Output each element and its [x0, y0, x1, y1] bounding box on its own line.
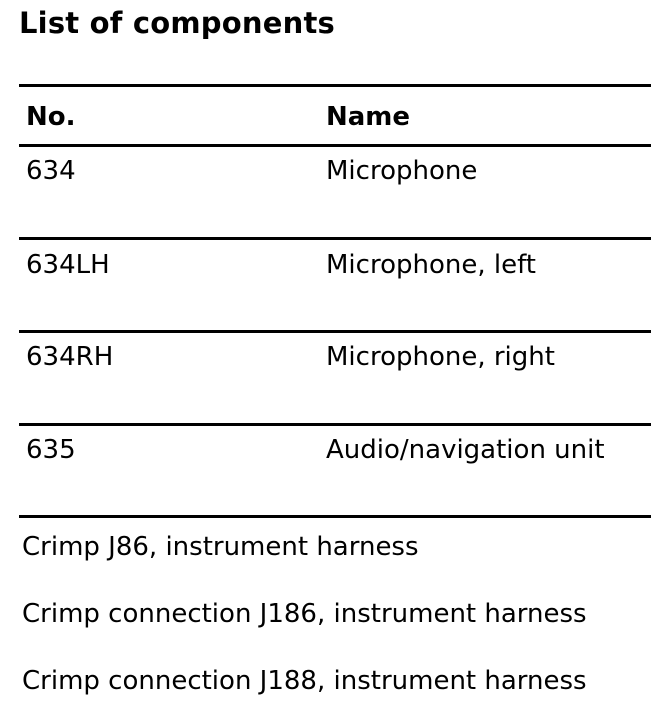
component-number: 635: [26, 435, 76, 465]
note-item: Crimp connection J188, instrument harness: [22, 666, 587, 696]
component-name: Microphone, left: [326, 250, 536, 280]
row-divider: [19, 237, 651, 240]
row-divider: [19, 423, 651, 426]
column-header-name: Name: [326, 102, 411, 132]
column-header-no: No.: [26, 102, 76, 132]
table-bottom-rule: [19, 515, 651, 518]
component-name: Microphone, right: [326, 342, 555, 372]
page-title: List of components: [19, 6, 335, 40]
note-item: Crimp connection J186, instrument harness: [22, 599, 587, 629]
row-divider: [19, 330, 651, 333]
component-number: 634: [26, 156, 76, 186]
component-name: Microphone: [326, 156, 478, 186]
component-number: 634LH: [26, 250, 110, 280]
table-top-rule: [19, 84, 651, 87]
note-item: Crimp J86, instrument harness: [22, 532, 419, 562]
component-name: Audio/navigation unit: [326, 435, 605, 465]
component-number: 634RH: [26, 342, 114, 372]
header-divider: [19, 144, 651, 147]
